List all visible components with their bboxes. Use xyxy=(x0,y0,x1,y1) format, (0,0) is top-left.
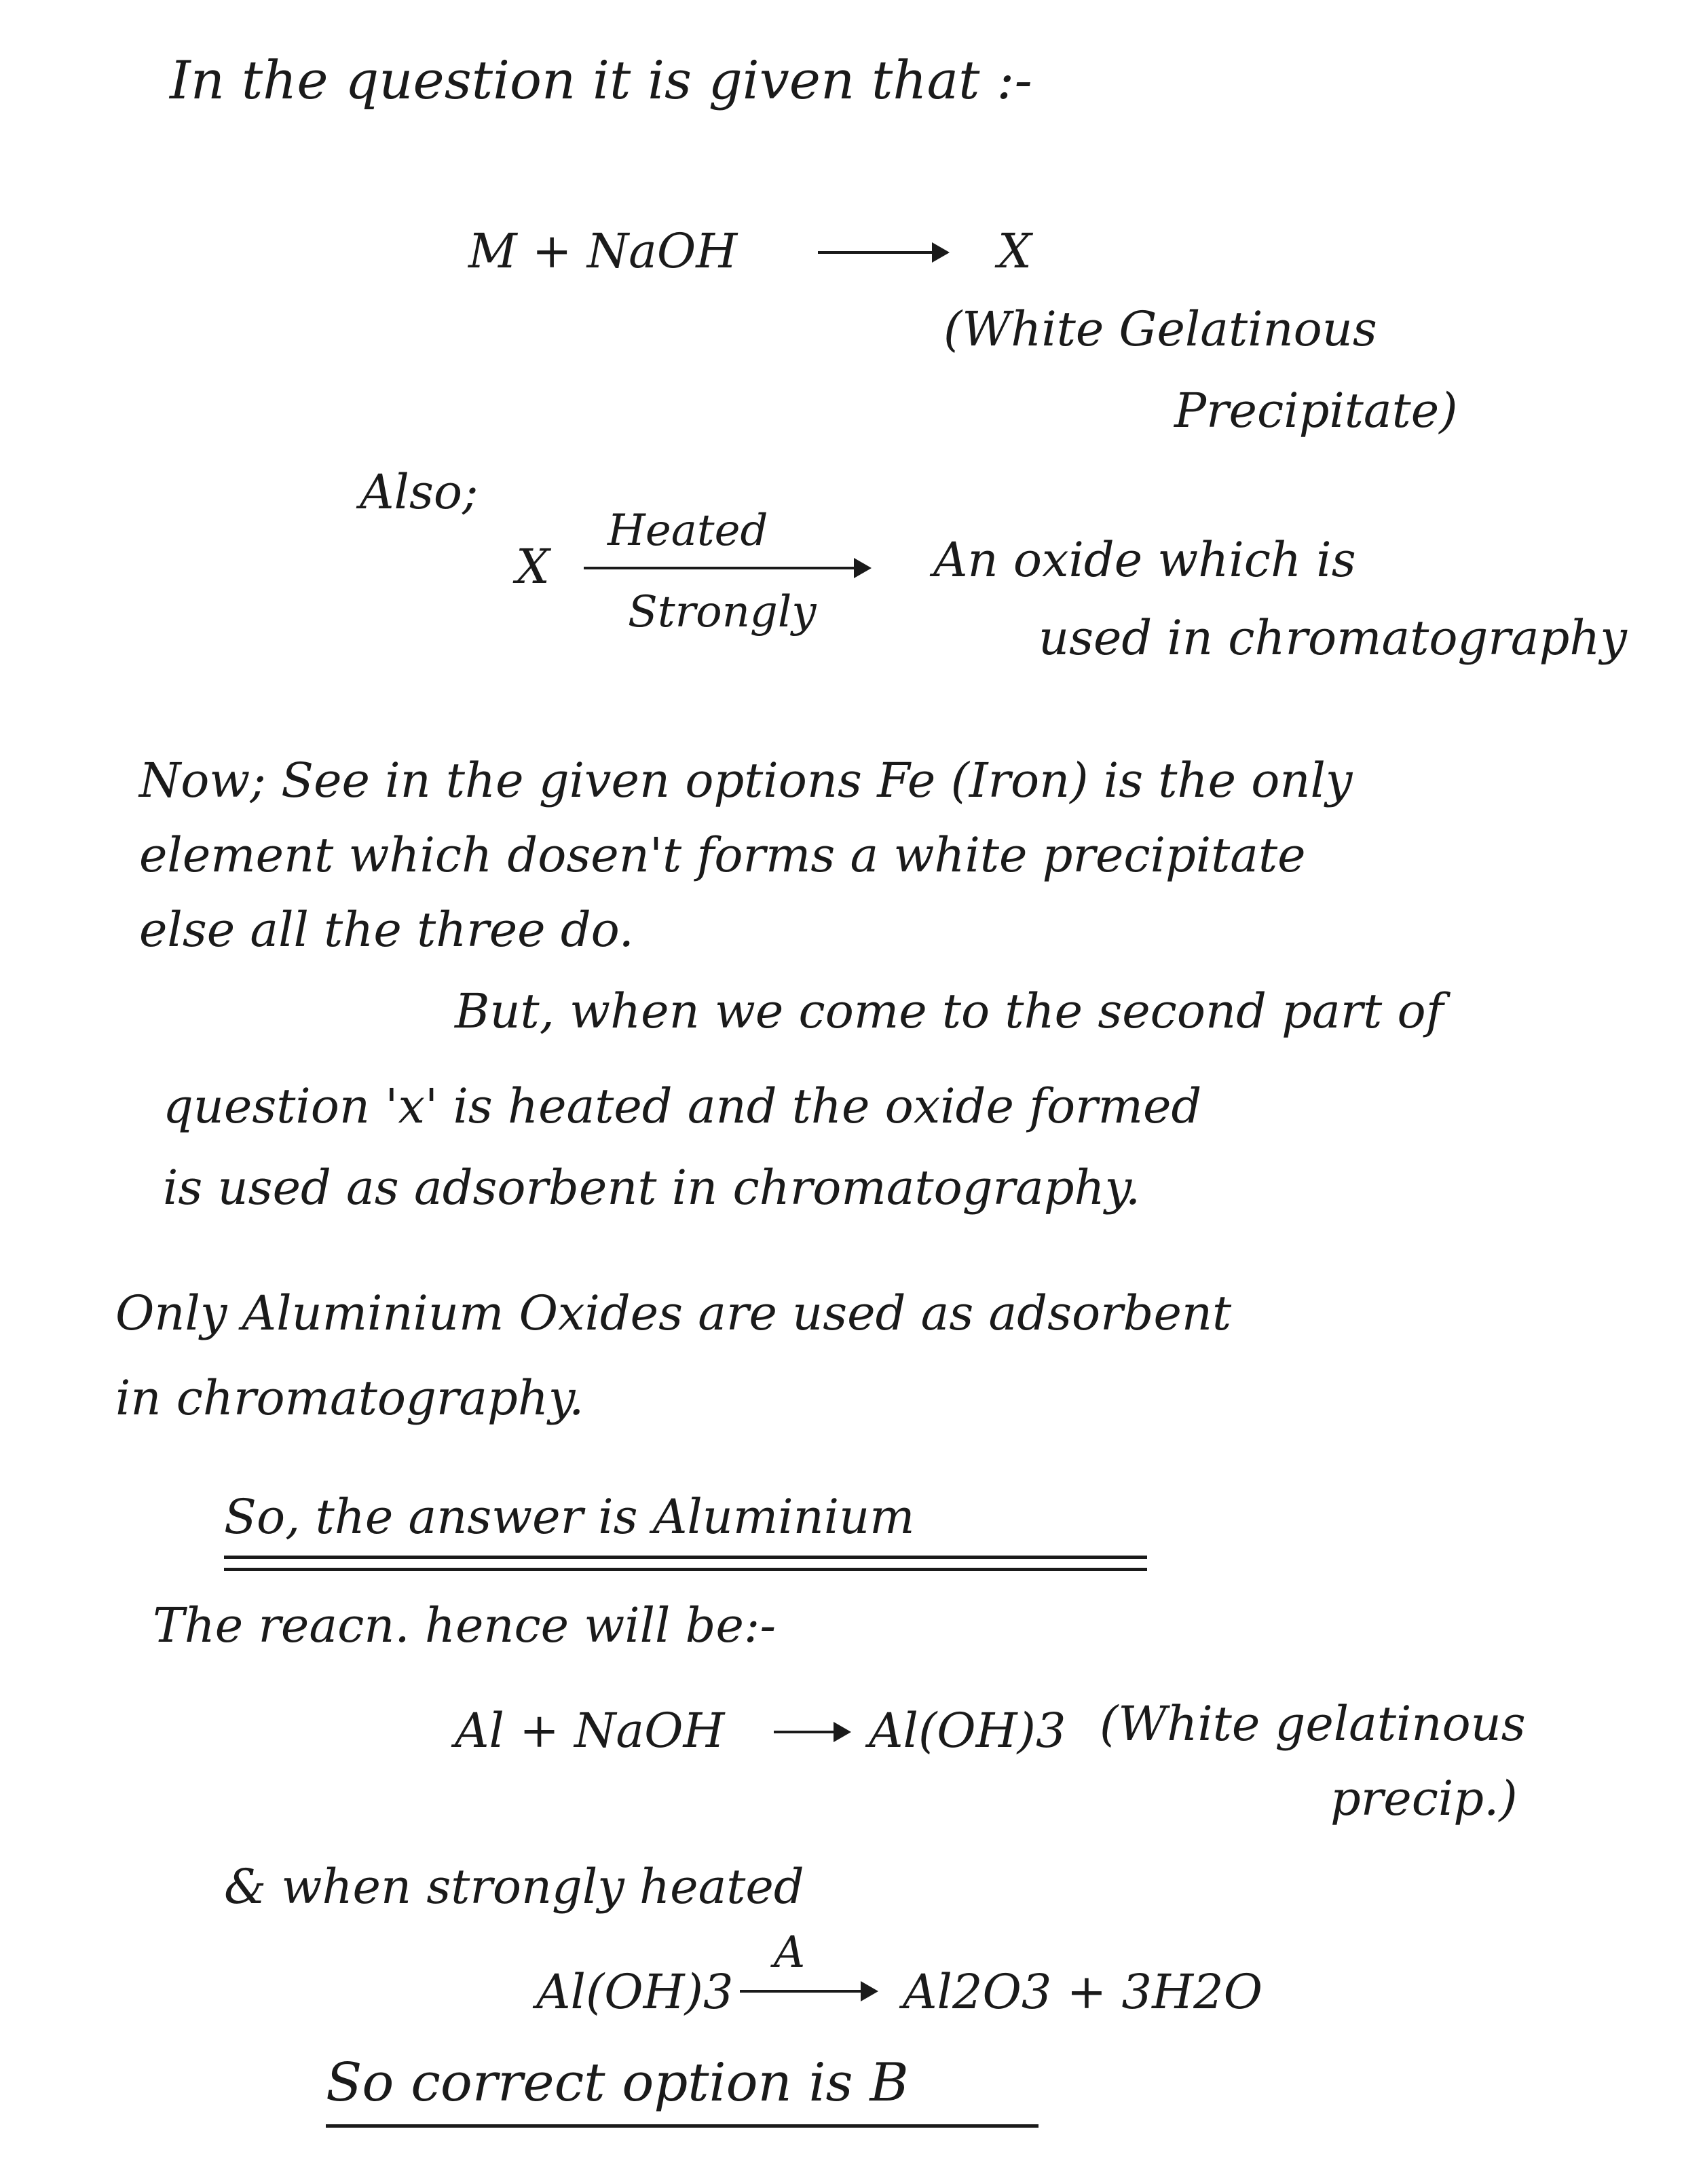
reaction3-arrow xyxy=(774,1731,848,1733)
para1-line1: Now; See in the given options Fe (Iron) is the only xyxy=(139,753,1353,808)
reaction2-above-arrow: Heated xyxy=(607,506,768,556)
reaction1-lhs: M + NaOH xyxy=(468,223,738,279)
answer-underline-top xyxy=(224,1556,1147,1559)
conclusion-underline xyxy=(326,2124,1039,2128)
para2-line3: is used as adsorbent in chromatography. xyxy=(163,1160,1141,1216)
intro-line: In the question it is given that :- xyxy=(170,50,1032,111)
reaction3-lhs: Al + NaOH xyxy=(455,1703,725,1758)
reaction3-note-line2: precip.) xyxy=(1330,1771,1518,1826)
para1-line3: else all the three do. xyxy=(139,902,634,958)
also-label: Also; xyxy=(360,464,479,520)
reaction1-arrow xyxy=(818,251,947,254)
answer-line: So, the answer is Aluminium xyxy=(224,1489,915,1545)
para3-line2: in chromatography. xyxy=(115,1370,584,1426)
reaction3-rhs: Al(OH)3 xyxy=(869,1703,1066,1758)
reaction4-above-arrow: A xyxy=(774,1927,806,1978)
conclusion-line: So correct option is B xyxy=(326,2052,909,2113)
reaction2-below-arrow: Strongly xyxy=(628,587,817,637)
answer-underline-bottom xyxy=(224,1568,1147,1571)
reaction2-arrow xyxy=(584,567,869,569)
reaction1-note-line1: (White Gelatinous xyxy=(943,301,1377,357)
reaction2-lhs: X xyxy=(516,539,550,595)
reaction4-rhs: Al2O3 + 3H2O xyxy=(903,1964,1263,2020)
reaction1-note-line2: Precipitate) xyxy=(1174,383,1458,438)
reaction-intro: The reacn. hence will be:- xyxy=(153,1598,776,1653)
reaction2-rhs-line2: used in chromatography xyxy=(1039,610,1627,666)
reaction2-rhs-line1: An oxide which is xyxy=(933,532,1356,588)
para3-line1: Only Aluminium Oxides are used as adsorbent xyxy=(115,1285,1232,1341)
reaction1-product: X xyxy=(998,223,1032,279)
para2-line2: question 'x' is heated and the oxide formed xyxy=(163,1078,1202,1134)
reaction3-note-line1: (White gelatinous xyxy=(1100,1696,1526,1752)
para2-line1: But, when we come to the second part of xyxy=(455,983,1444,1039)
para1-line2: element which dosen't forms a white precipitate xyxy=(139,827,1306,883)
reaction4-lhs: Al(OH)3 xyxy=(536,1964,734,2020)
reaction4-arrow xyxy=(740,1990,876,1993)
heated-intro: & when strongly heated xyxy=(224,1859,804,1915)
